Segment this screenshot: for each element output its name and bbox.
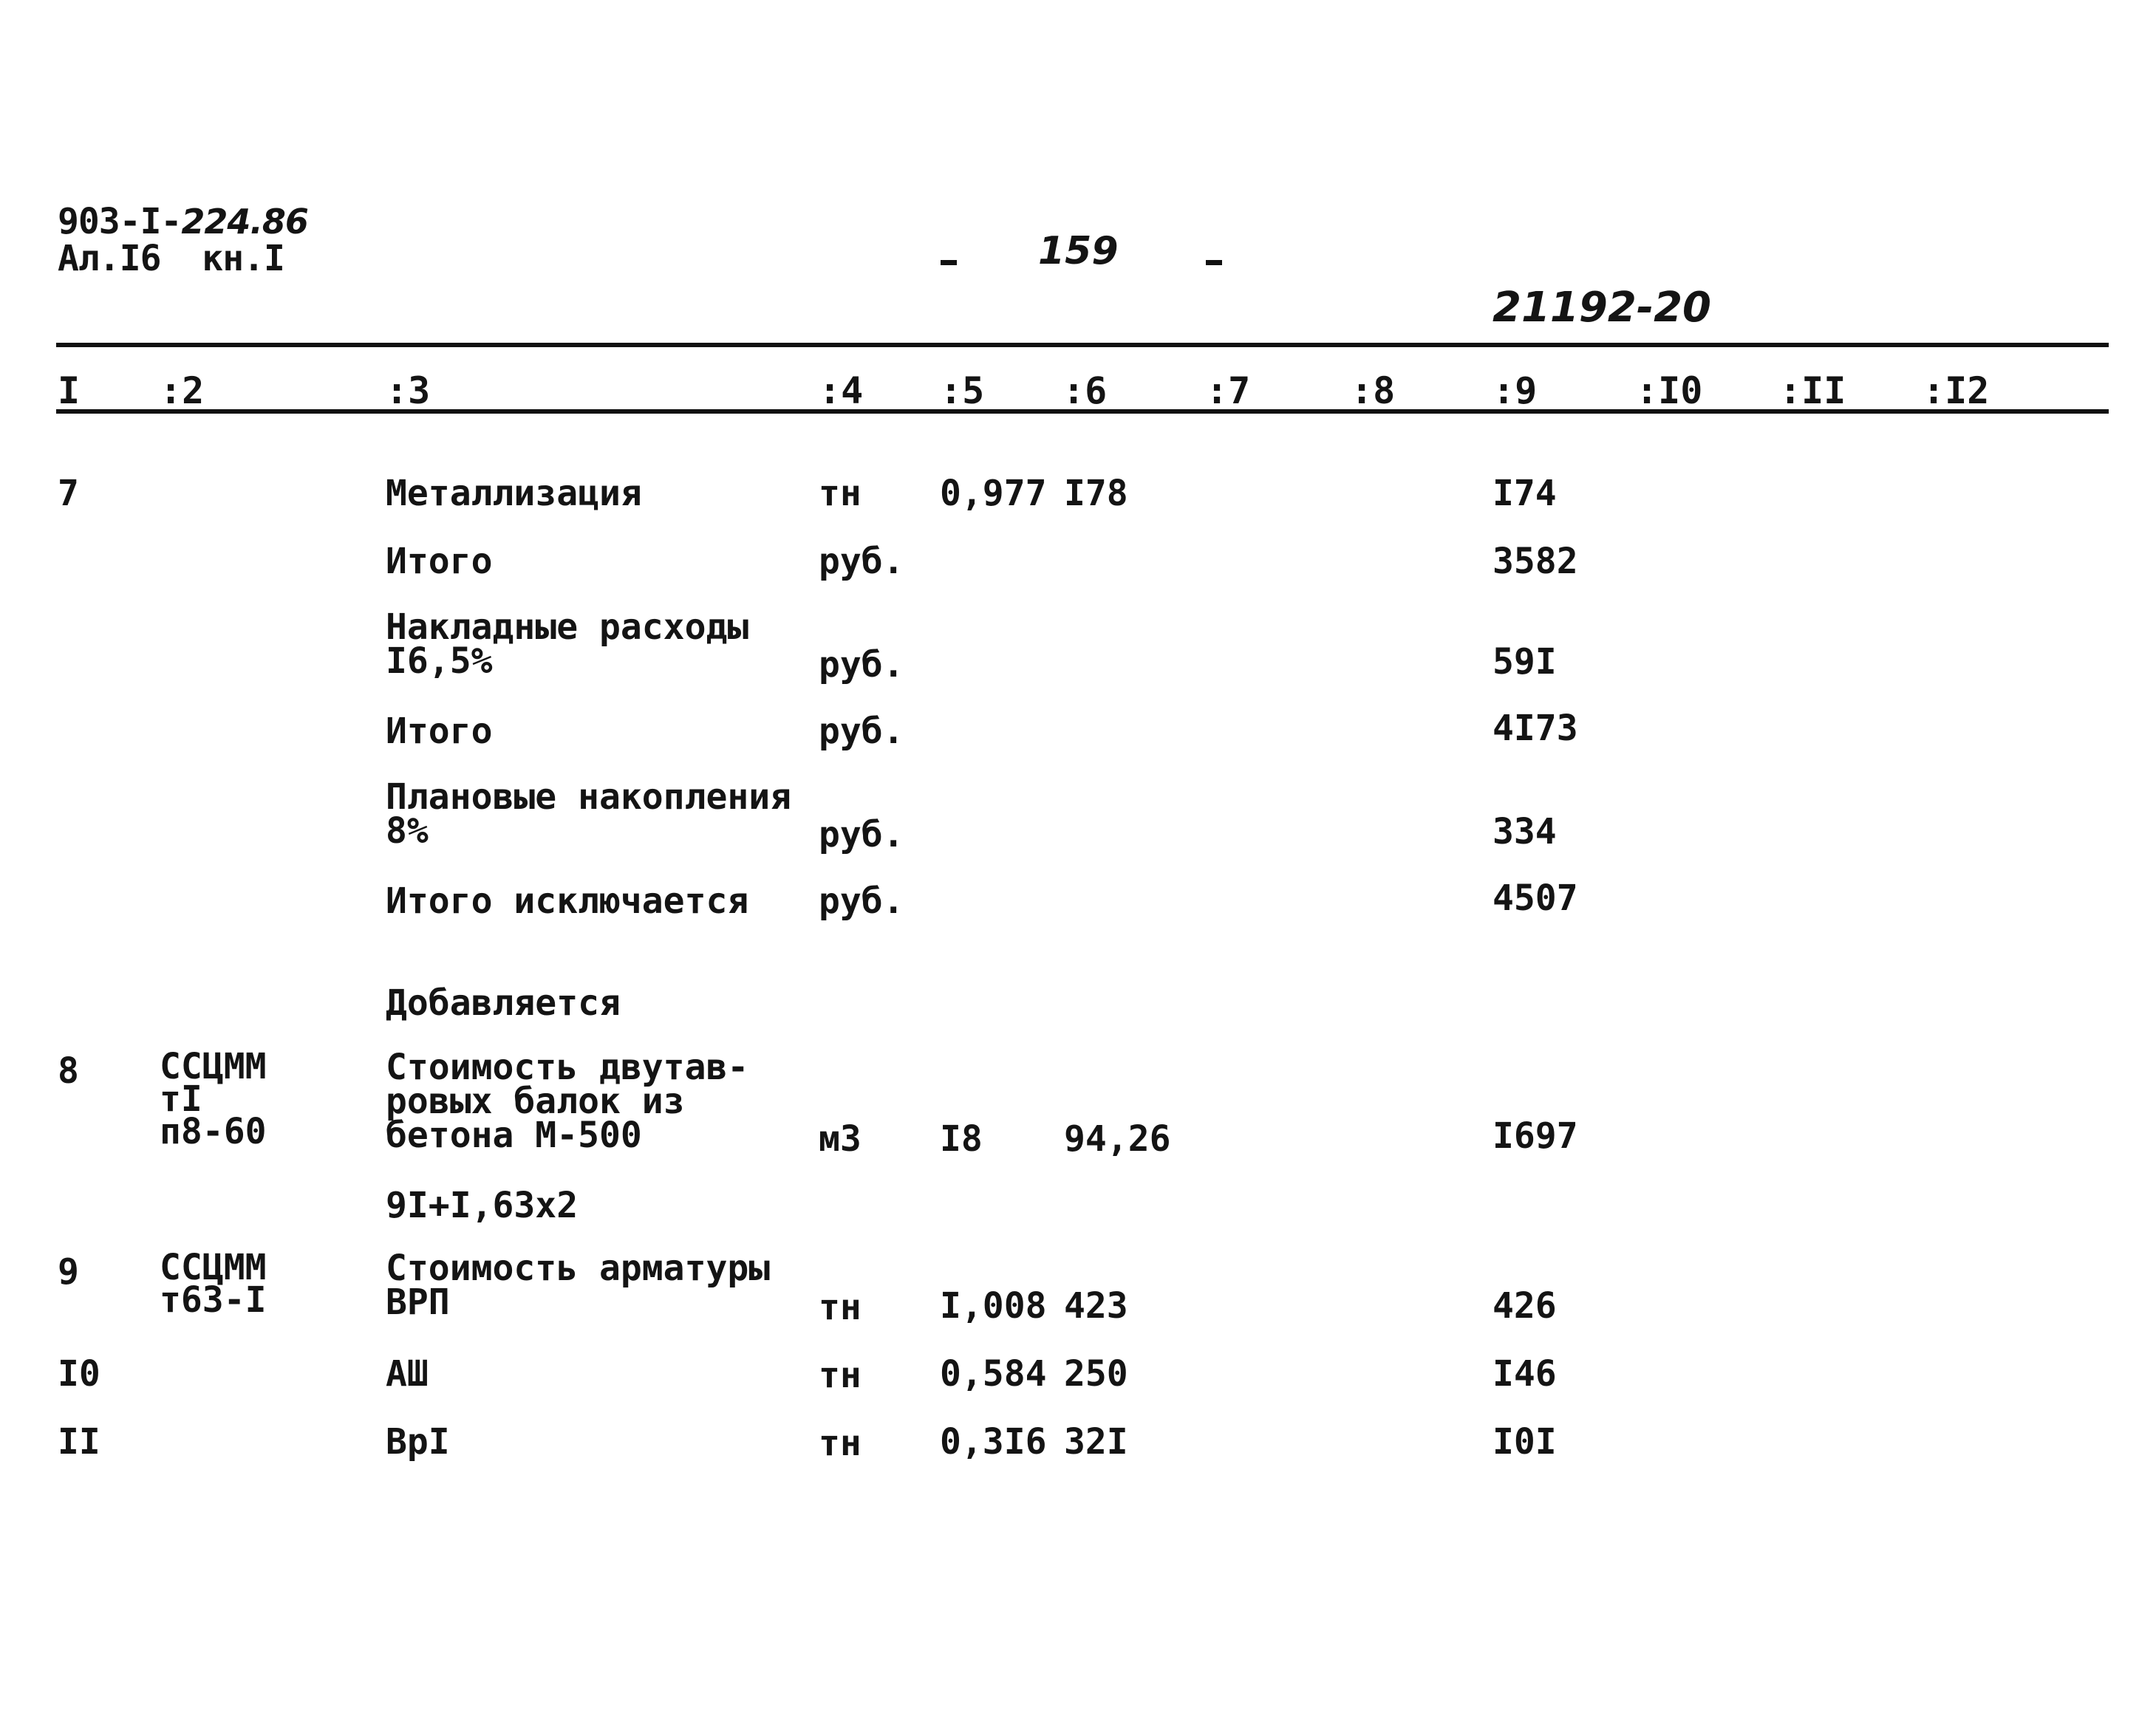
unit: м3 [819, 1118, 862, 1160]
item-name: Накладные расходы I6,5% [386, 606, 749, 682]
unit: руб. [819, 814, 904, 855]
total: 59I [1493, 641, 1557, 683]
column-header-4: :4 [819, 369, 864, 412]
row-number: 9 [58, 1251, 79, 1293]
row-number: 8 [58, 1050, 79, 1092]
unit: руб. [819, 711, 904, 752]
unit-price: 32I [1064, 1421, 1128, 1463]
section-heading: Добавляется [386, 982, 621, 1024]
unit-price: 94,26 [1064, 1118, 1171, 1160]
row-number: I0 [58, 1353, 100, 1395]
total: I697 [1493, 1115, 1578, 1157]
total: I0I [1493, 1421, 1557, 1463]
column-header-7: :7 [1206, 369, 1251, 412]
document-code-printed: 903-I- [58, 201, 182, 242]
unit: руб. [819, 644, 904, 685]
page-number: 159 [1038, 229, 1119, 273]
total: I46 [1493, 1353, 1557, 1395]
total: 3582 [1493, 541, 1578, 582]
unit: тн [819, 1423, 862, 1464]
total: 334 [1493, 811, 1557, 852]
column-header-2: :2 [160, 369, 205, 412]
table-top-rule [56, 343, 2109, 347]
unit-price: I78 [1064, 473, 1128, 514]
item-name: Итого [386, 711, 493, 752]
total: 426 [1493, 1285, 1557, 1327]
unit: тн [819, 1287, 862, 1328]
archive-code: 21192-20 [1493, 284, 1711, 332]
unit: руб. [819, 880, 904, 922]
column-header-10: :I0 [1636, 369, 1703, 412]
column-header-11: :II [1779, 369, 1846, 412]
row-number: II [58, 1421, 100, 1463]
row-number: 7 [58, 473, 79, 514]
album-book-label: Ал.I6 кн.I [58, 238, 284, 279]
price-code: ССЦММ тI п8-60 [160, 1046, 267, 1152]
quantity: 0,977 [940, 473, 1047, 514]
total: 4507 [1493, 878, 1578, 919]
total: I74 [1493, 473, 1557, 514]
unit: тн [819, 1355, 862, 1396]
calculation-formula: 9I+I,63x2 [386, 1185, 579, 1226]
quantity: I8 [940, 1118, 983, 1160]
column-header-3: :3 [386, 369, 431, 412]
document-code-handwritten: 224.86 [181, 202, 308, 242]
unit: руб. [819, 541, 904, 582]
document-code [58, 201, 308, 242]
unit-price: 423 [1064, 1285, 1128, 1327]
item-name: Стоимость арматуры ВРП [386, 1248, 771, 1323]
total: 4I73 [1493, 708, 1578, 749]
price-code: ССЦММ т63-I [160, 1247, 267, 1321]
page-dash-right [1206, 260, 1222, 265]
item-name: Металлизация [386, 473, 642, 514]
column-header-5: :5 [940, 369, 985, 412]
item-name: Итого [386, 541, 493, 582]
column-header-6: :6 [1062, 369, 1108, 412]
item-name: ВрI [386, 1421, 450, 1463]
unit-price: 250 [1064, 1353, 1128, 1395]
quantity: 0,3I6 [940, 1421, 1047, 1463]
column-header-1: I [58, 369, 81, 412]
column-header-8: :8 [1351, 369, 1396, 412]
item-name: Стоимость двутав- ровых балок из бетона М-500 [386, 1047, 749, 1156]
item-name: Плановые накопления 8% [386, 776, 792, 852]
column-header-9: :9 [1493, 369, 1538, 412]
item-name: АШ [386, 1353, 429, 1395]
page-dash-left [941, 260, 957, 265]
column-header-12: :I2 [1923, 369, 1990, 412]
quantity: I,008 [940, 1285, 1047, 1327]
quantity: 0,584 [940, 1353, 1047, 1395]
item-name: Итого исключается [386, 880, 749, 922]
unit: тн [819, 473, 862, 514]
